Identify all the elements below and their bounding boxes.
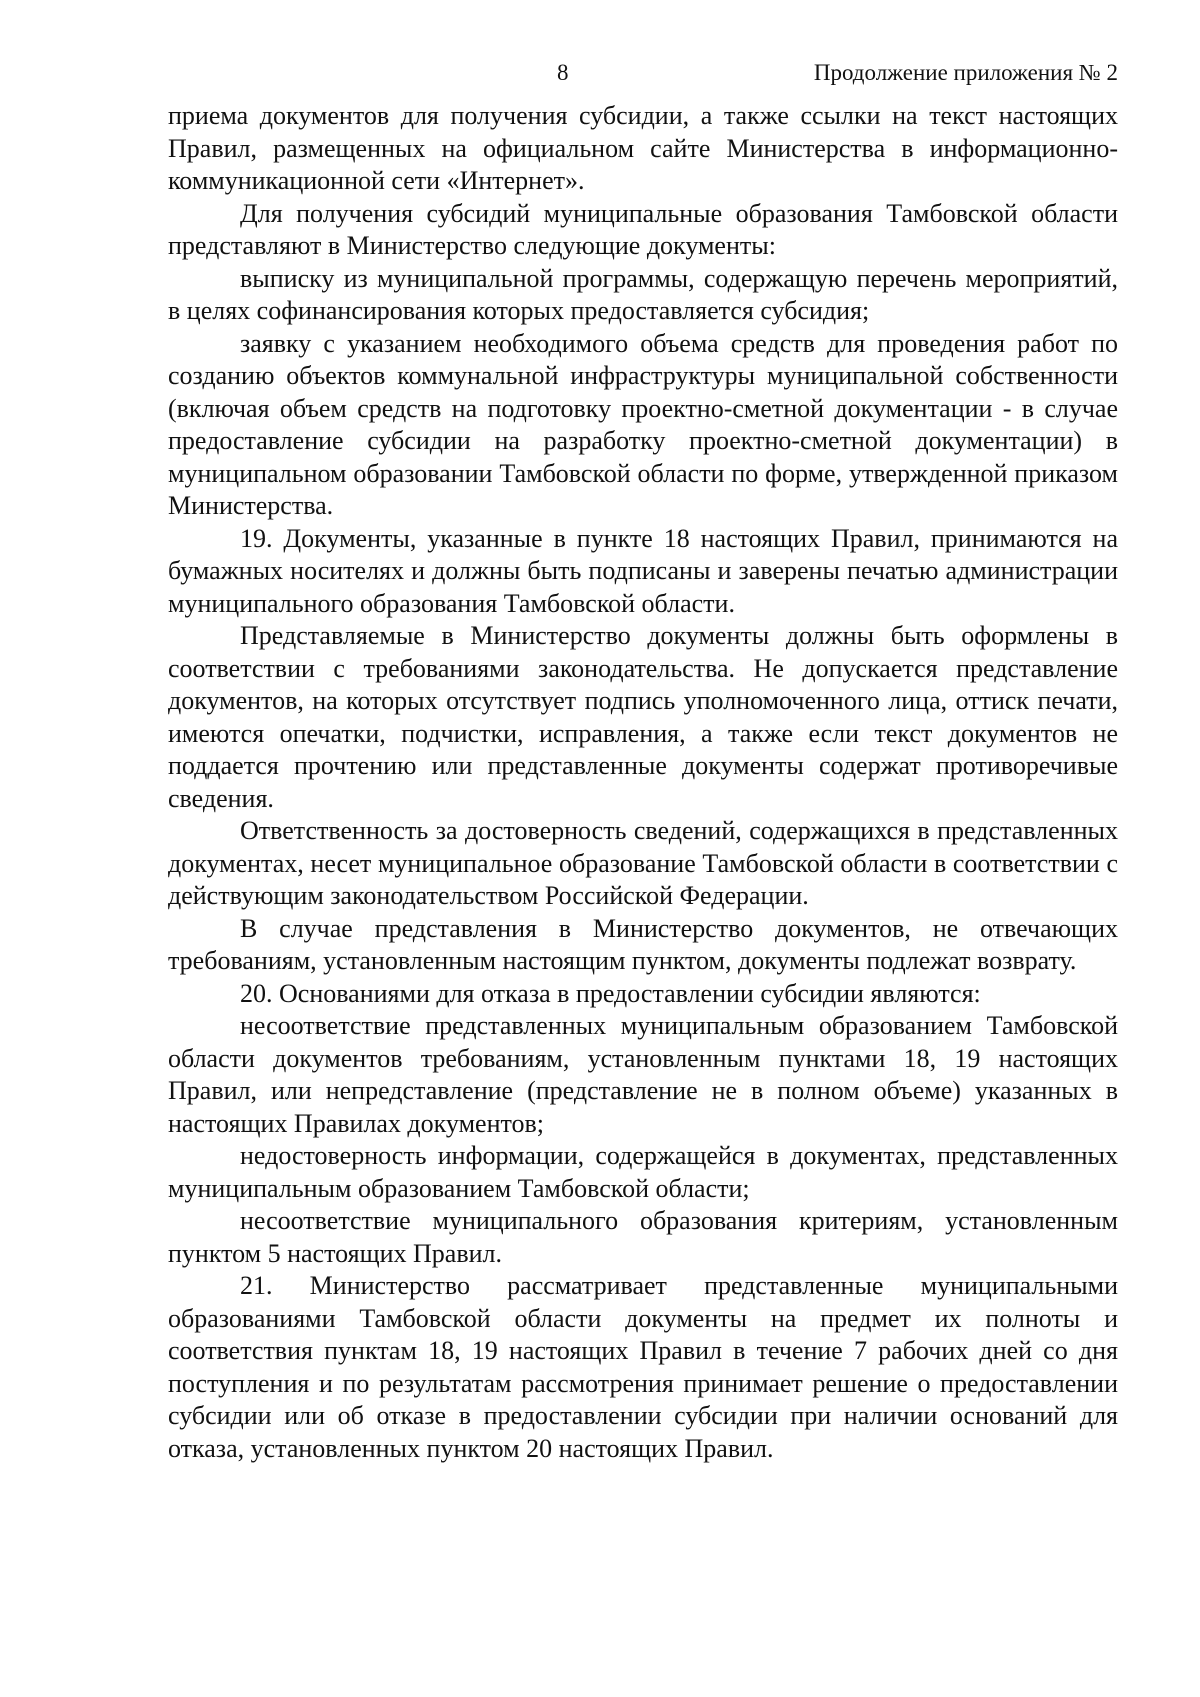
paragraph: несоответствие представленных муниципальным образованием Тамбовской области документов требованиям, установленным пунктами 18, 19 настоящих Правил, или непредставление (представление не в полном объеме) указанных в настоящих Правилах документов;	[168, 1011, 1118, 1138]
paragraph-item-19: 19. Документы, указанные в пункте 18 настоящих Правил, принимаются на бумажных носителях и должны быть подписаны и заверены печатью администрации муниципального образования Тамбовской области.	[168, 523, 1118, 618]
paragraph: Ответственность за достоверность сведений, содержащихся в представленных документах, несет муниципальное образование Тамбовской области в соответствии с действующим законодательством Российской Федерации.	[168, 816, 1118, 910]
document-body	[168, 100, 1118, 1465]
page-number: 8	[557, 60, 569, 85]
paragraph: Представляемые в Министерство документы должны быть оформлены в соответствии с требованиями законодательства. Не допускается представление документов, на которых отсутствует подпись уполномоченного лица, оттиск печати, имеются опечатки, подчистки, исправления, а также если текст документов не поддается прочтению или представленные документы содержат противоречивые сведения.	[168, 621, 1118, 813]
paragraph: заявку с указанием необходимого объема средств для проведения работ по созданию объектов коммунальной инфраструктуры муниципальной собственности (включая объем средств на подготовку проектно-сметной документации - в случае предоставление субсидии на разработку проектно-сметной документации) в муниципальном образовании Тамбовской области по форме, утвержденной приказом Министерства.	[168, 328, 1118, 520]
paragraph: приема документов для получения субсидии, а также ссылки на текст настоящих Правил, размещенных на официальном сайте Министерства в информационно-коммуникационной сети «Интернет».	[168, 101, 1118, 195]
appendix-continuation-note: Продолжение приложения № 2	[813, 60, 1118, 85]
paragraph-item-20: 20. Основаниями для отказа в предоставлении субсидии являются:	[240, 978, 981, 1008]
page-header	[0, 60, 1200, 92]
paragraph: В случае представления в Министерство документов, не отвечающих требованиям, установленным настоящим пунктом, документы подлежат возврату.	[168, 913, 1118, 975]
paragraph: Для получения субсидий муниципальные образования Тамбовской области представляют в Министерство следующие документы:	[168, 198, 1118, 260]
paragraph-item-21: 21. Министерство рассматривает представленные муниципальными образованиями Тамбовской области документы на предмет их полноты и соответствия пунктам 18, 19 настоящих Правил в течение 7 рабочих дней со дня поступления и по результатам рассмотрения принимает решение о предоставлении субсидии или об отказе в предоставлении субсидии при наличии оснований для отказа, установленных пунктом 20 настоящих Правил.	[168, 1271, 1118, 1463]
paragraph: выписку из муниципальной программы, содержащую перечень мероприятий, в целях софинансирования которых предоставляется субсидия;	[168, 263, 1118, 325]
paragraph: недостоверность информации, содержащейся в документах, представленных муниципальным образованием Тамбовской области;	[168, 1141, 1118, 1203]
paragraph: несоответствие муниципального образования критериям, установленным пунктом 5 настоящих Правил.	[168, 1206, 1118, 1268]
